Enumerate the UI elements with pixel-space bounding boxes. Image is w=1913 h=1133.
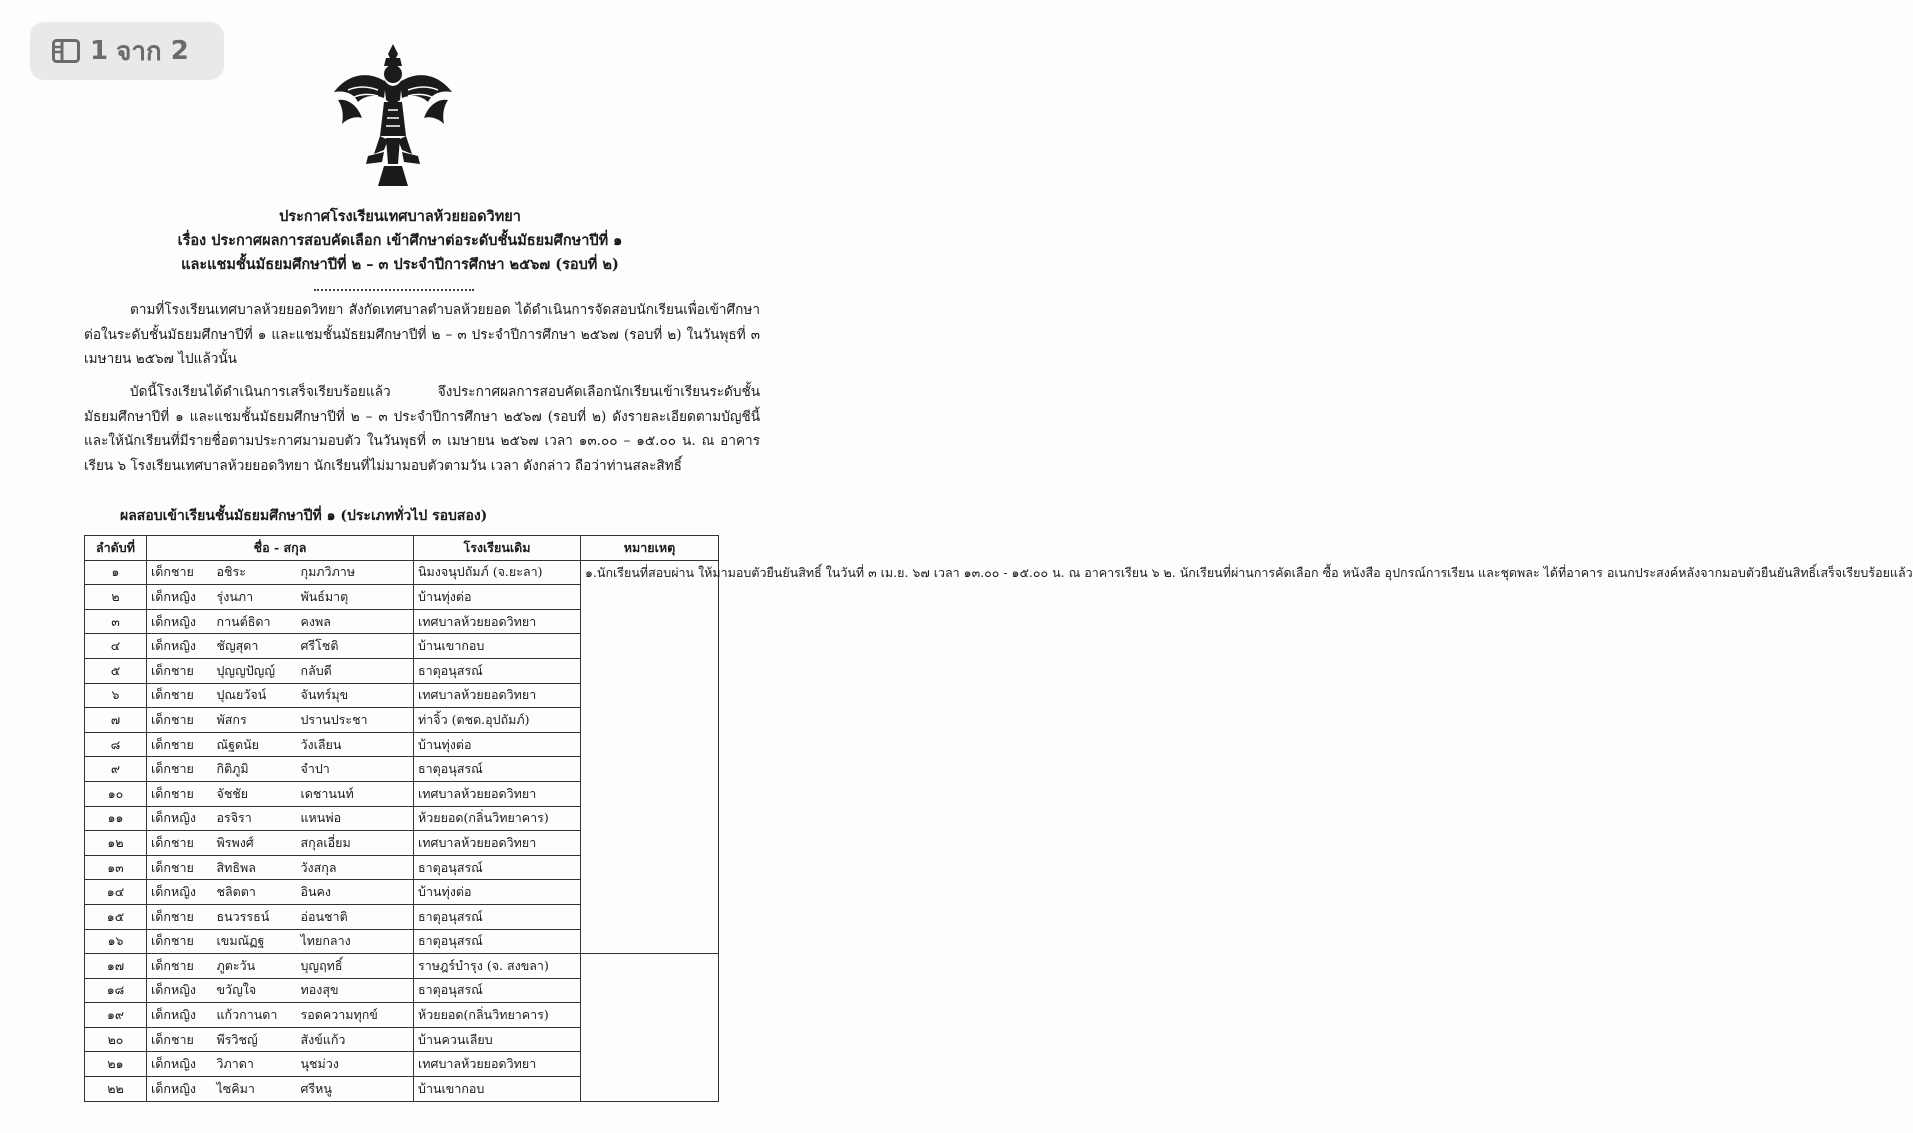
row-last-name: กลับดี — [297, 658, 414, 683]
row-last-name: ศรีโชติ — [297, 634, 414, 659]
row-school: ธาตุอนุสรณ์ — [414, 904, 581, 929]
row-number: ๕ — [85, 658, 147, 683]
row-first-name: เขมณัฏฐ — [213, 929, 297, 954]
row-school: เทศบาลห้วยยอดวิทยา — [414, 609, 581, 634]
page-indicator — [30, 22, 224, 80]
row-school: บ้านทุ่งต่อ — [414, 880, 581, 905]
row-number: ๑๗ — [85, 954, 147, 979]
row-last-name: ทองสุข — [297, 978, 414, 1003]
total-pages: 2 — [170, 36, 189, 66]
row-number: ๗ — [85, 708, 147, 733]
row-school: เทศบาลห้วยยอดวิทยา — [414, 831, 581, 856]
row-school: บ้านทุ่งต่อ — [414, 585, 581, 610]
header-note: หมายเหตุ — [581, 536, 719, 561]
row-school: บ้านควนเลียบ — [414, 1027, 581, 1052]
row-school: ธาตุอนุสรณ์ — [414, 855, 581, 880]
row-last-name: บุญฤทธิ์ — [297, 954, 414, 979]
row-number: ๑๓ — [85, 855, 147, 880]
row-last-name: กุมภวิภาษ — [297, 560, 414, 585]
announcement-subject-cont: และแชมชั้นมัธยมศึกษาปีที่ ๒ – ๓ ประจำปีการศึกษา ๒๕๖๗ (รอบที่ ๒) — [181, 256, 619, 273]
row-first-name: ขวัญใจ — [213, 978, 297, 1003]
row-first-name: ภูตะวัน — [213, 954, 297, 979]
row-school: ธาตุอนุสรณ์ — [414, 658, 581, 683]
row-number: ๒๑ — [85, 1052, 147, 1077]
remarks-empty — [581, 954, 719, 1102]
row-first-name: อชิระ — [213, 560, 297, 585]
table-body — [85, 560, 1913, 1101]
row-last-name: รอดความทุกข์ — [297, 1003, 414, 1028]
row-first-name: สิทธิพล — [213, 855, 297, 880]
garuda-emblem-icon — [328, 40, 458, 190]
row-number: ๑๙ — [85, 1003, 147, 1028]
row-first-name: พัสกร — [213, 708, 297, 733]
row-last-name: พันธ์มาตุ — [297, 585, 414, 610]
row-last-name: อินคง — [297, 880, 414, 905]
table-header-row — [85, 536, 719, 561]
row-first-name: รุ่งนภา — [213, 585, 297, 610]
row-number: ๑๐ — [85, 781, 147, 806]
row-last-name: คงพล — [297, 609, 414, 634]
row-last-name: ปรานประชา — [297, 708, 414, 733]
row-number: ๒๐ — [85, 1027, 147, 1052]
row-number: ๑๒ — [85, 831, 147, 856]
row-school: ธาตุอนุสรณ์ — [414, 929, 581, 954]
row-title: เด็กชาย — [147, 904, 213, 929]
row-title: เด็กหญิง — [147, 1052, 213, 1077]
row-number: ๒ — [85, 585, 147, 610]
row-last-name: สกุลเอี่ยม — [297, 831, 414, 856]
row-school: ท่าจิ้ว (ตชด.อุปถัมภ์) — [414, 708, 581, 733]
row-title: เด็กชาย — [147, 683, 213, 708]
results-section-title: ผลสอบเข้าเรียนชั้นมัธยมศึกษาปีที่ ๑ (ประเภททั่วไป รอบสอง) — [120, 508, 488, 524]
row-last-name: เดชานนท์ — [297, 781, 414, 806]
row-title: เด็กหญิง — [147, 634, 213, 659]
header-school: โรงเรียนเดิม — [414, 536, 581, 561]
row-first-name: อรจิรา — [213, 806, 297, 831]
row-title: เด็กชาย — [147, 831, 213, 856]
row-title: เด็กหญิง — [147, 1077, 213, 1102]
row-last-name: อ่อนชาติ — [297, 904, 414, 929]
remarks-note: ๑.นักเรียนที่สอบผ่าน ให้มามอบตัวยืนยันสิทธิ์ ในวันที่ ๓ เม.ย. ๖๗ เวลา ๑๓.๐๐ - ๑๕.๐๐ น. ณ อาคารเรียน ๖ ๒. นักเรียนที่ผ่านการคัดเลือก ซื้อ หนังสือ อุปกรณ์การเรียน และชุดพละ ได้ที่อาคาร อเนกประสงค์หลังจากมอบตัวยืนยันสิทธิ์เสร็จเรียบร้อยแล้ว — [581, 560, 719, 954]
row-first-name: ชลิตตา — [213, 880, 297, 905]
row-last-name: วังสกุล — [297, 855, 414, 880]
row-school: บ้านเขากอบ — [414, 1077, 581, 1102]
row-last-name: ศรีหนู — [297, 1077, 414, 1102]
row-school: บ้านทุ่งต่อ — [414, 732, 581, 757]
row-number: ๑ — [85, 560, 147, 585]
row-last-name: แหนพ่อ — [297, 806, 414, 831]
row-number: ๙ — [85, 757, 147, 782]
paragraph-1 — [84, 298, 760, 372]
row-title: เด็กหญิง — [147, 978, 213, 1003]
row-last-name: ไทยกลาง — [297, 929, 414, 954]
row-first-name: ธนวรรธน์ — [213, 904, 297, 929]
row-number: ๑๘ — [85, 978, 147, 1003]
title-divider — [314, 289, 474, 291]
row-title: เด็กหญิง — [147, 609, 213, 634]
row-school: ราษฎร์บำรุง (จ. สงขลา) — [414, 954, 581, 979]
row-title: เด็กชาย — [147, 855, 213, 880]
row-first-name: ณัฐดนัย — [213, 732, 297, 757]
row-first-name: แก้วกานดา — [213, 1003, 297, 1028]
row-last-name: วังเลียน — [297, 732, 414, 757]
row-school: เทศบาลห้วยยอดวิทยา — [414, 1052, 581, 1077]
row-first-name: ชัญสุดา — [213, 634, 297, 659]
row-number: ๑๑ — [85, 806, 147, 831]
row-number: ๘ — [85, 732, 147, 757]
row-last-name: จำปา — [297, 757, 414, 782]
current-page: 1 — [90, 36, 109, 66]
row-first-name: ไซคิมา — [213, 1077, 297, 1102]
announcement-title: ประกาศโรงเรียนเทศบาลห้วยยอดวิทยา — [279, 208, 521, 225]
row-title: เด็กชาย — [147, 757, 213, 782]
row-first-name: กิติภูมิ — [213, 757, 297, 782]
row-title: เด็กหญิง — [147, 880, 213, 905]
row-school: ห้วยยอด(กลิ่นวิทยาคาร) — [414, 1003, 581, 1028]
row-title: เด็กชาย — [147, 1027, 213, 1052]
row-title: เด็กชาย — [147, 560, 213, 585]
row-first-name: วิภาดา — [213, 1052, 297, 1077]
row-last-name: จันทร์มุข — [297, 683, 414, 708]
row-title: เด็กชาย — [147, 658, 213, 683]
row-school: นิมงจนุปถัมภ์ (จ.ยะลา) — [414, 560, 581, 585]
table-row — [85, 560, 719, 585]
header-no: ลำดับที่ — [85, 536, 147, 561]
row-number: ๑๔ — [85, 880, 147, 905]
row-school: เทศบาลห้วยยอดวิทยา — [414, 683, 581, 708]
row-title: เด็กชาย — [147, 954, 213, 979]
row-title: เด็กชาย — [147, 708, 213, 733]
row-number: ๑๕ — [85, 904, 147, 929]
row-first-name: พิรพงศ์ — [213, 831, 297, 856]
row-school: ห้วยยอด(กลิ่นวิทยาคาร) — [414, 806, 581, 831]
page-of-label: จาก — [116, 36, 162, 67]
announcement-subject: เรื่อง ประกาศผลการสอบคัดเลือก เข้าศึกษาต่อระดับชั้นมัธยมศึกษาปีที่ ๑ — [177, 232, 623, 249]
row-number: ๑๖ — [85, 929, 147, 954]
row-first-name: กานต์ธิดา — [213, 609, 297, 634]
row-last-name: สังข์แก้ว — [297, 1027, 414, 1052]
row-number: ๔ — [85, 634, 147, 659]
row-first-name: พีรวิชญ์ — [213, 1027, 297, 1052]
row-school: เทศบาลห้วยยอดวิทยา — [414, 781, 581, 806]
row-title: เด็กหญิง — [147, 806, 213, 831]
row-title: เด็กหญิง — [147, 585, 213, 610]
row-first-name: ปุณยวัจน์ — [213, 683, 297, 708]
row-last-name: นุชม่วง — [297, 1052, 414, 1077]
row-number: ๒๒ — [85, 1077, 147, 1102]
row-title: เด็กชาย — [147, 929, 213, 954]
row-number: ๓ — [85, 609, 147, 634]
row-title: เด็กชาย — [147, 732, 213, 757]
results-table — [84, 535, 1913, 1102]
header-name: ชื่อ - สกุล — [147, 536, 414, 561]
row-title: เด็กหญิง — [147, 1003, 213, 1028]
row-number: ๖ — [85, 683, 147, 708]
row-title: เด็กชาย — [147, 781, 213, 806]
page-layout-icon — [52, 39, 80, 63]
row-school: บ้านเขากอบ — [414, 634, 581, 659]
paragraph-1-text: ตามที่โรงเรียนเทศบาลห้วยยอดวิทยา สังกัดเทศบาลตำบลห้วยยอด ได้ดำเนินการจัดสอบนักเรียนเพื่อเข้าศึกษาต่อในระดับชั้นมัธยมศึกษาปีที่ ๑ และแชมชั้นมัธยมศึกษาปีที่ ๒ – ๓ ประจำปีการศึกษา ๒๕๖๗ (รอบที่ ๒) ในวันพุธที่ ๓ เมษายน ๒๕๖๗ ไปแล้วนั้น — [84, 302, 760, 367]
paragraph-2-text: บัดนี้โรงเรียนได้ดำเนินการเสร็จเรียบร้อยแล้ว จึงประกาศผลการสอบคัดเลือกนักเรียนเข้าเรียนระดับชั้นมัธยมศึกษาปีที่ ๑ และแชมชั้นมัธยมศึกษาปีที่ ๒ – ๓ ประจำปีการศึกษา ๒๕๖๗ (รอบที่ ๒) ดังรายละเอียดตามบัญชีนี้ และให้นักเรียนที่มีรายชื่อตามประกาศมามอบตัว ในวันพุธที่ ๓ เมษายน ๒๕๖๗ เวลา ๑๓.๐๐ – ๑๕.๐๐ น. ณ อาคารเรียน ๖ โรงเรียนเทศบาลห้วยยอดวิทยา นักเรียนที่ไม่มามอบตัวตามวัน เวลา ดังกล่าว ถือว่าท่านสละสิทธิ์ — [84, 384, 760, 474]
paragraph-2 — [84, 380, 760, 478]
row-school: ธาตุอนุสรณ์ — [414, 757, 581, 782]
row-school: ธาตุอนุสรณ์ — [414, 978, 581, 1003]
table-row — [85, 954, 719, 979]
row-first-name: จัชชัย — [213, 781, 297, 806]
row-first-name: ปุญญปัญญ์ — [213, 658, 297, 683]
